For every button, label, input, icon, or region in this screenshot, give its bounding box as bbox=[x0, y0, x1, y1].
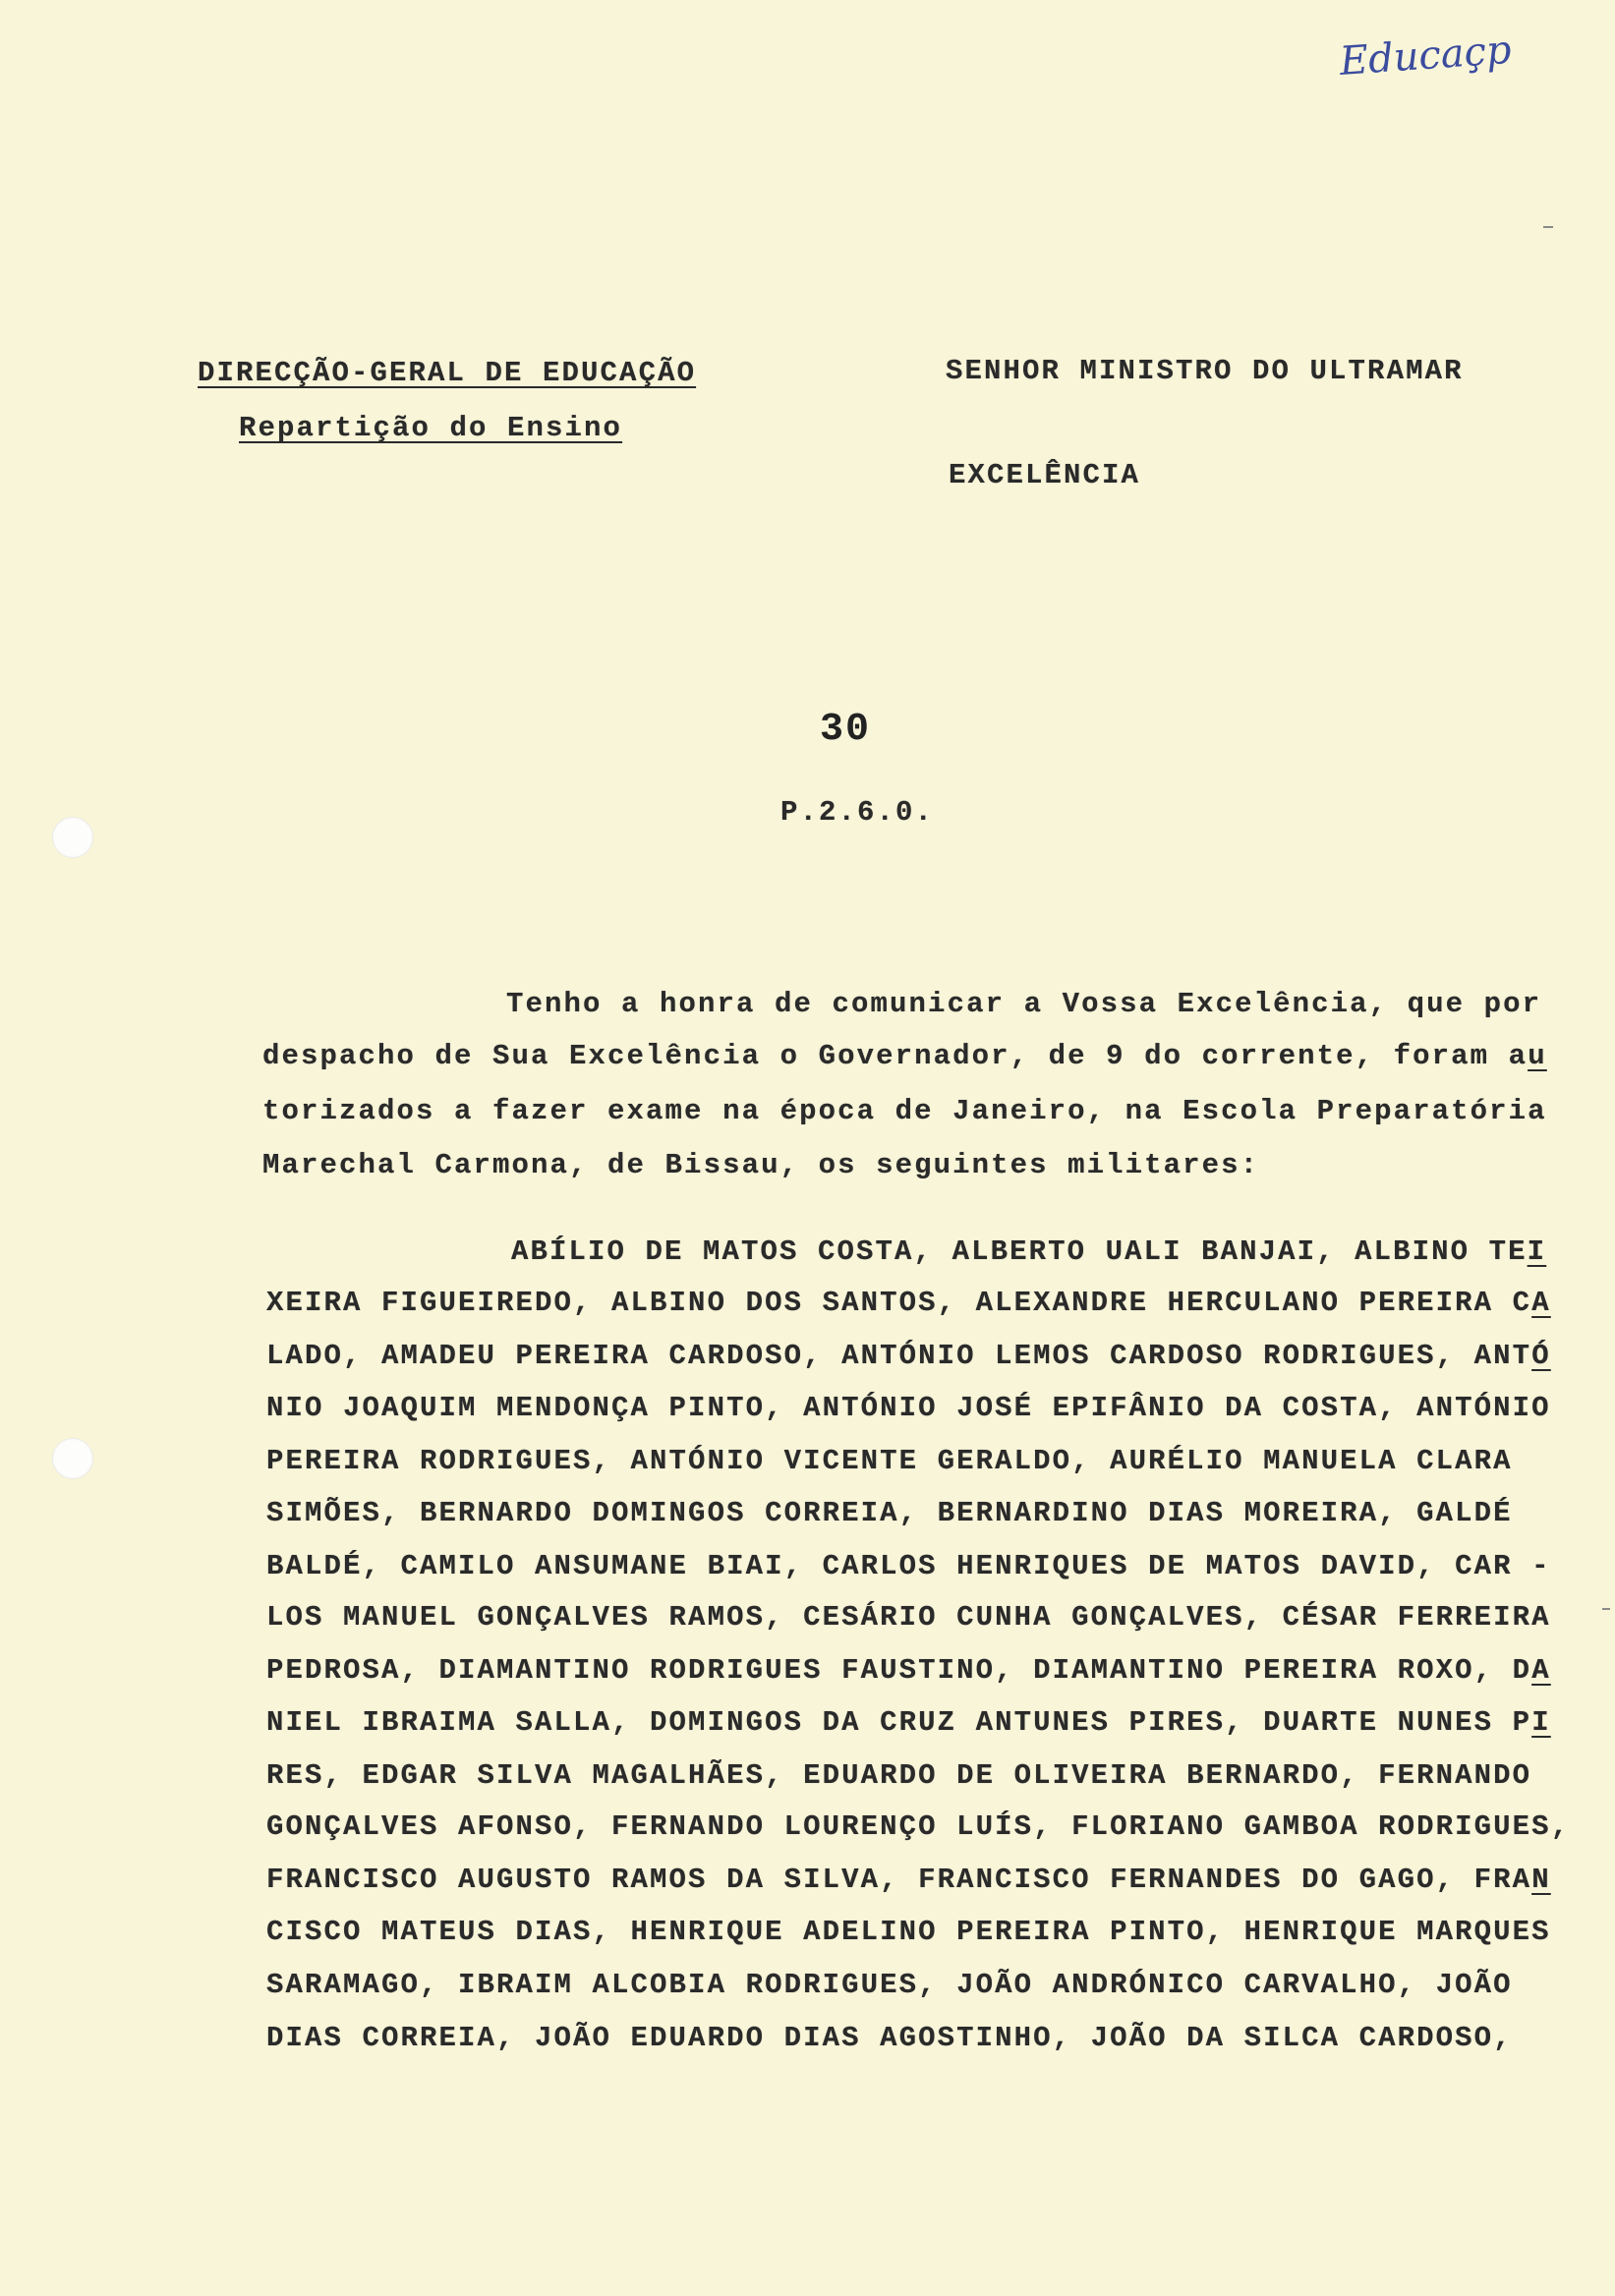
names-line bbox=[266, 1444, 1513, 1479]
line-text: Marechal Carmona, de Bissau, os seguintes militares: bbox=[262, 1149, 1260, 1181]
split-syllable: I bbox=[1527, 1235, 1547, 1268]
names-line bbox=[266, 1653, 1551, 1689]
line-text: NIEL IBRAIMA SALLA, DOMINGOS DA CRUZ ANTUNES PIRES, DUARTE NUNES P bbox=[266, 1706, 1532, 1739]
names-line bbox=[266, 1968, 1513, 2003]
names-line bbox=[266, 1286, 1551, 1321]
line-text: FRANCISCO AUGUSTO RAMOS DA SILVA, FRANCISCO FERNANDES DO GAGO, FRA bbox=[266, 1864, 1532, 1896]
line-text: ABÍLIO DE MATOS COSTA, ALBERTO UALI BANJAI, ALBINO TE bbox=[511, 1235, 1528, 1268]
split-syllable: I bbox=[1531, 1706, 1551, 1739]
names-line bbox=[266, 1391, 1551, 1426]
paragraph-line bbox=[506, 987, 1541, 1022]
paragraph-line bbox=[262, 1094, 1547, 1129]
line-text: PEDROSA, DIAMANTINO RODRIGUES FAUSTINO, DIAMANTINO PEREIRA ROXO, D bbox=[266, 1654, 1532, 1687]
addressee: SENHOR MINISTRO DO ULTRAMAR bbox=[946, 355, 1464, 387]
salutation: EXCELÊNCIA bbox=[949, 459, 1141, 491]
line-text: DIAS CORREIA, JOÃO EDUARDO DIAS AGOSTINHO, JOÃO DA SILCA CARDOSO, bbox=[266, 2022, 1513, 2054]
names-line bbox=[266, 1496, 1513, 1531]
line-text: despacho de Sua Excelência o Governador, de 9 do corrente, foram a bbox=[262, 1040, 1528, 1072]
margin-mark bbox=[1543, 226, 1553, 228]
line-text: SARAMAGO, IBRAIM ALCOBIA RODRIGUES, JOÃO ANDRÓNICO CARVALHO, JOÃO bbox=[266, 1969, 1513, 2001]
split-syllable: u bbox=[1528, 1040, 1547, 1072]
handwritten-annotation: Educaçp bbox=[1338, 27, 1514, 85]
names-line bbox=[511, 1234, 1546, 1270]
margin-mark bbox=[1602, 1608, 1610, 1610]
names-line bbox=[266, 2021, 1513, 2056]
line-text: LADO, AMADEU PEREIRA CARDOSO, ANTÓNIO LEMOS CARDOSO RODRIGUES, ANT bbox=[266, 1340, 1532, 1372]
punch-hole bbox=[52, 817, 93, 858]
section-heading: Repartição do Ensino bbox=[239, 412, 623, 444]
names-line bbox=[266, 1863, 1551, 1898]
names-line bbox=[266, 1809, 1570, 1845]
names-line bbox=[266, 1758, 1531, 1794]
line-text: PEREIRA RODRIGUES, ANTÓNIO VICENTE GERALDO, AURÉLIO MANUELA CLARA bbox=[266, 1445, 1513, 1477]
line-text: BALDÉ, CAMILO ANSUMANE BIAI, CARLOS HENRIQUES DE MATOS DAVID, CAR - bbox=[266, 1550, 1551, 1582]
split-syllable: Ó bbox=[1531, 1340, 1551, 1372]
line-text: RES, EDGAR SILVA MAGALHÃES, EDUARDO DE OLIVEIRA BERNARDO, FERNANDO bbox=[266, 1759, 1532, 1792]
names-line bbox=[266, 1915, 1551, 1950]
split-syllable: N bbox=[1531, 1864, 1551, 1896]
names-line bbox=[266, 1705, 1551, 1741]
line-text: torizados a fazer exame na época de Janeiro, na Escola Preparatória bbox=[262, 1095, 1547, 1127]
line-text: LOS MANUEL GONÇALVES RAMOS, CESÁRIO CUNHA GONÇALVES, CÉSAR FERREIRA bbox=[266, 1601, 1551, 1634]
line-text: XEIRA FIGUEIREDO, ALBINO DOS SANTOS, ALEXANDRE HERCULANO PEREIRA C bbox=[266, 1287, 1532, 1319]
split-syllable: A bbox=[1531, 1654, 1551, 1687]
department-heading: DIRECÇÃO-GERAL DE EDUCAÇÃO bbox=[198, 357, 697, 389]
names-line bbox=[266, 1600, 1551, 1636]
split-syllable: A bbox=[1531, 1287, 1551, 1319]
document-number: 30 bbox=[820, 708, 872, 752]
names-line bbox=[266, 1339, 1551, 1374]
names-line bbox=[266, 1549, 1551, 1584]
process-code: P.2.6.0. bbox=[780, 796, 935, 829]
line-text: NIO JOAQUIM MENDONÇA PINTO, ANTÓNIO JOSÉ EPIFÂNIO DA COSTA, ANTÓNIO bbox=[266, 1392, 1551, 1424]
line-text: SIMÕES, BERNARDO DOMINGOS CORREIA, BERNARDINO DIAS MOREIRA, GALDÉ bbox=[266, 1497, 1513, 1529]
line-text: GONÇALVES AFONSO, FERNANDO LOURENÇO LUÍS, FLORIANO GAMBOA RODRIGUES, bbox=[266, 1810, 1571, 1843]
paragraph-line bbox=[262, 1148, 1259, 1183]
punch-hole bbox=[52, 1438, 93, 1479]
paragraph-line bbox=[262, 1039, 1547, 1074]
line-text: CISCO MATEUS DIAS, HENRIQUE ADELINO PEREIRA PINTO, HENRIQUE MARQUES bbox=[266, 1916, 1551, 1948]
line-text: Tenho a honra de comunicar a Vossa Excelência, que por bbox=[506, 988, 1542, 1020]
